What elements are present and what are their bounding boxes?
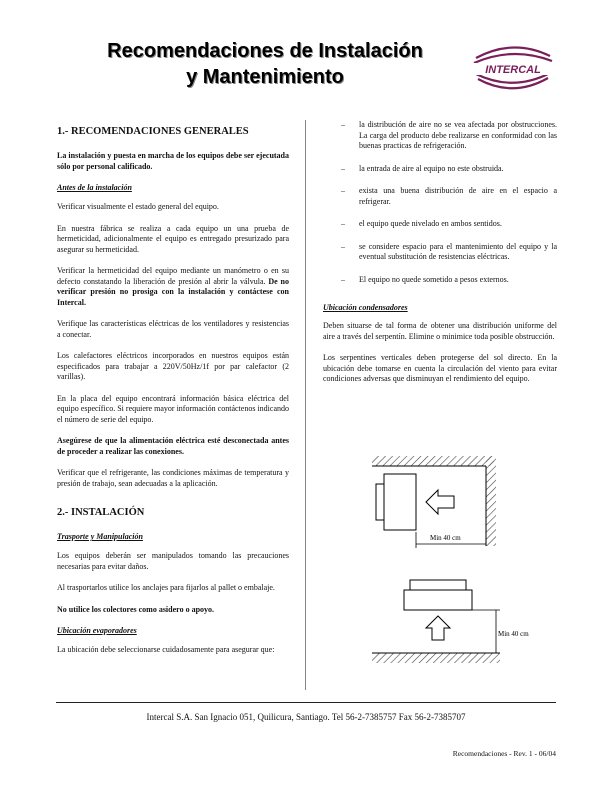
ceiling-hatch [372, 456, 494, 466]
intro-paragraph: La instalación y puesta en marcha de los equipos debe ser ejecutada sólo por personal calificado. [57, 151, 289, 171]
right-column [323, 120, 557, 396]
title-line-1: Recomendaciones de Instalación [107, 40, 423, 62]
paragraph: Al trasportarlos utilice los anclajes para fijarlos al pallet o embalaje. [57, 583, 275, 592]
wall-hatch [486, 456, 496, 546]
paragraph: En nuestra fábrica se realiza a cada equipo un una prueba de hermeticidad, adicionalmente el equipo es entregado presurizado para asegurar su hermeticidad. [57, 223, 289, 254]
paragraph: En la placa del equipo encontrará información básica eléctrica del equipo específico. Si requiere mayor información contáctenos indicando el número de serie del equipo. [57, 393, 289, 424]
list-item: – la entrada de aire al equipo no este obstruida. [341, 163, 504, 173]
left-column [57, 120, 289, 667]
pressure-text: Verificar la hermeticidad del equipo mediante un manómetro o en su defecto constatando la liberación de presión al abrir la válvula. [57, 266, 289, 286]
transport-subheading: Trasporte y Manipulación [57, 532, 143, 541]
column-divider [305, 120, 306, 690]
pressure-warning: De no verificar presión no prosiga con la instalación y contáctese con Intercal. [57, 276, 290, 307]
before-installation-subheading: Antes de la instalación [57, 183, 132, 192]
paragraph: Deben situarse de tal forma de obtener una distribución uniforme del aire a través del serpentín. Elimine o minimice toda posible obstrucción. [323, 321, 557, 341]
title-line-2: y Mantenimiento [186, 66, 344, 88]
evaporator-requirements-list [323, 120, 557, 285]
paragraph: Verificar visualmente el estado general del equipo. [57, 202, 219, 211]
paragraph: Los serpentines verticales deben protegerse del sol directo. En la ubicación debe tomarse en cuenta la circulación del viento para evitar condiciones adversas que disminuyan el rendimiento del equipo. [323, 353, 557, 383]
condenser-unit-side [384, 474, 416, 530]
evaporators-intro: La ubicación debe seleccionarse cuidadosamente para asegurar que: [57, 645, 275, 654]
list-item: – El equipo no quede sometido a pesos externos. [341, 274, 509, 284]
list-item: – exista una buena distribución de aire en el espacio a refrigerar. [341, 186, 557, 206]
list-item: – se considere espacio para el mantenimiento del equipo y la eventual substitución de resistencias eléctricas. [341, 241, 557, 261]
dimension-label-top: Min 40 cm [430, 534, 461, 542]
footer-contact: Intercal S.A. San Ignacio 051, Quilicura, Santiago. Tel 56-2-7385757 Fax 56-2-7385707 [146, 712, 466, 722]
refrigerant-paragraph: Verificar que el refrigerante, las condiciones máximas de temperatura y presión de trabajo, sean adecuadas a la aplicación. [57, 468, 289, 488]
condenser-clearance-diagram [368, 452, 550, 667]
evaporators-subheading: Ubicación evaporadores [57, 626, 137, 635]
airflow-arrow-horizontal [426, 490, 454, 514]
section-2-heading: 2.- INSTALACIÓN [57, 507, 145, 518]
section-1-heading: 1.- RECOMENDACIONES GENERALES [57, 126, 249, 137]
floor-hatch [372, 653, 500, 663]
list-item: – la distribución de aire no se vea afectada por obstrucciones. La carga del producto debe realizarse en conformidad con las buenas practicas de refrigeración. [341, 120, 557, 150]
paragraph: Los calefactores eléctricos incorporados en nuestros equipos están especificados para trabajar a 220V/50Hz/1f por par calefactor (2 varillas). [57, 351, 289, 381]
footer-rule [56, 702, 556, 703]
paragraph: Los equipos deberán ser manipulados tomando las precauciones necesarias para evitar daños. [57, 551, 289, 571]
pressure-paragraph [57, 266, 289, 308]
page-title [40, 38, 490, 90]
electric-warning: Asegúrese de que la alimentación eléctrica esté desconectada antes de proceder a realizar las conexiones. [57, 436, 289, 456]
airflow-arrow-vertical [426, 616, 450, 640]
intercal-logo [470, 40, 556, 90]
svg-text:INTERCAL: INTERCAL [485, 64, 541, 76]
dimension-label-bottom: Min 40 cm [498, 630, 529, 638]
condenser-unit-top [410, 580, 466, 590]
list-item: – el equipo quede nivelado en ambos sentidos. [341, 219, 502, 228]
paragraph: Verifique las características eléctricas de los ventiladores y resistencias a conectar. [57, 319, 289, 339]
condensers-subheading: Ubicación condensadores [323, 303, 408, 312]
revision-label: Recomendaciones - Rev. 1 - 06/04 [452, 749, 556, 758]
collectors-warning: No utilice los colectores como asidero o apoyo. [57, 604, 215, 614]
